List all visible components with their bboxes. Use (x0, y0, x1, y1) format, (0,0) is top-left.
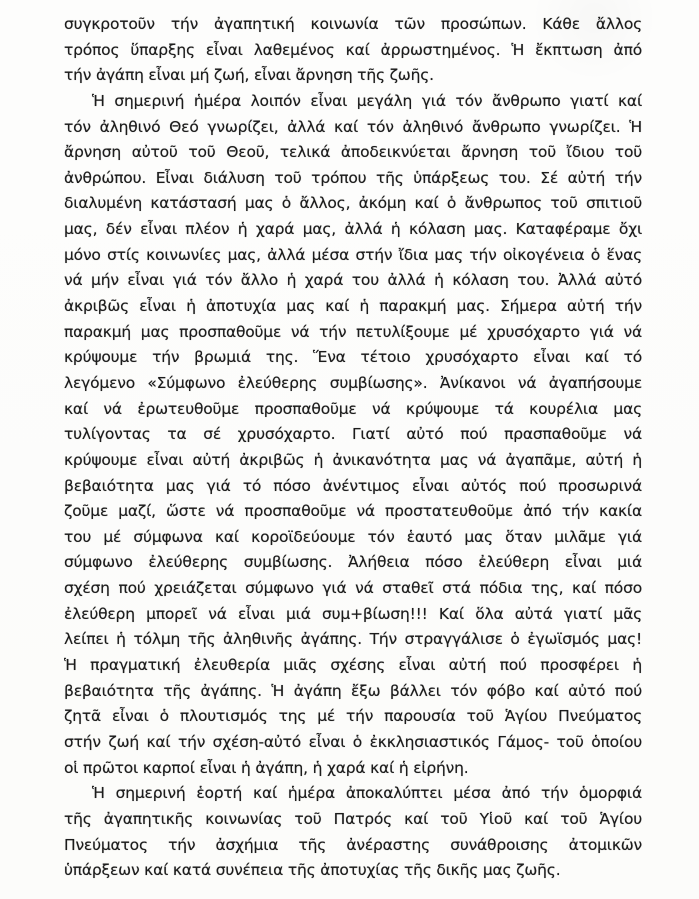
text-line: βεβαιότητα τῆς ἀγάπης. Ἡ ἀγάπη ἔξω βάλλει τόν φόβο καί αὐτό πού (64, 681, 642, 700)
text-line: μας, δέν εἶναι πλέον ἡ χαρά μας, ἀλλά ἡ κόλαση μας. Καταφέραμε ὄχι (64, 220, 642, 239)
text-line: Πνεύματος τήν ἀσχήμια τῆς ἀνέραστης συνάθροισης ἀτομικῶν (64, 835, 642, 854)
text-line: συγκροτοῦν τήν ἀγαπητική κοινωνία τῶν προσώπων. Κάθε ἄλλος (64, 15, 642, 33)
text-line: ὑπάρξεων καί κατά συνέπεια τῆς ἀποτυχίας τῆς δικῆς μας ζωῆς. (64, 861, 561, 880)
text-line: ἄρνηση αὐτοῦ τοῦ Θεοῦ, τελικά ἀποδεικνύεται ἄρνηση τοῦ ἴδιου τοῦ (64, 143, 642, 162)
text-line: μόνο στίς κοινωνίες μας, ἀλλά μέσα στήν ἴδια μας τήν οἰκογένεια ὁ ἕνας (64, 245, 642, 264)
paragraph (64, 12, 642, 89)
text-line: καί νά ἐρωτευθοῦμε προσπαθοῦμε νά κρύψουμε τά κουρέλια μας (64, 399, 642, 418)
text-line: Ἡ σημερινή ἡμέρα λοιπόν εἶναι μεγάλη γιά τόν ἄνθρωπο γιατί καί (92, 91, 642, 110)
text-line: του μέ σύμφωνα καί κοροϊδεύουμε τόν ἑαυτό μας ὅταν μιλᾶμε γιά (64, 527, 642, 546)
text-line: σύμφωνο ἐλεύθερης συμβίωσης. Ἀλήθεια πόσο ἐλεύθερη εἶναι μιά (64, 553, 642, 572)
text-line: στήν ζωή καί τήν σχέση-αὐτό εἶναι ὁ ἐκκλησιαστικός Γάμος- τοῦ ὁποίου (64, 732, 642, 751)
text-line: κρύψουμε εἶναι αὐτή ἀκριβῶς ἡ ἀνικανότητα μας νά ἀγαπᾶμε, αὐτή ἡ (64, 450, 642, 469)
text-line: νά μήν εἶναι γιά τόν ἄλλο ἡ χαρά του ἀλλά ἡ κόλαση του. Ἀλλά αὐτό (64, 271, 642, 290)
text-line: ζητᾶ εἶναι ὁ πλουτισμός της μέ τήν παρουσία τοῦ Ἁγίου Πνεύματος (64, 707, 642, 726)
paragraph (64, 781, 642, 884)
text-line: ἀκριβῶς εἶναι ἡ ἀποτυχία μας καί ἡ παρακμή μας. Σήμερα αὐτή τήν (64, 297, 642, 316)
text-line: λείπει ἡ τόλμη τῆς ἀληθινῆς ἀγάπης. Τήν στραγγάλισε ὁ ἐγωϊσμός μας! (64, 630, 642, 649)
text-line: διαλυμένη κατάστασή μας ὁ ἄλλος, ἀκόμη καί ὁ ἄνθρωπος τοῦ σπιτιοῦ (64, 194, 642, 213)
text-line: σχέση πού χρειάζεται σύμφωνο γιά νά σταθεῖ στά πόδια της, καί πόσο (64, 579, 642, 598)
text-line: ἀνθρώπου. Εἶναι διάλυση τοῦ τρόπου τῆς ὑπάρξεως του. Σέ αὐτή τήν (64, 168, 642, 187)
text-line: ζοῦμε μαζί, ὥστε νά προσπαθοῦμε νά προστατευθοῦμε ἀπό τήν κακία (64, 502, 642, 521)
text-line: τρόπος ὕπαρξης εἶναι λαθεμένος καί ἀρρωστημένος. Ἡ ἔκπτωση ἀπό (64, 40, 642, 59)
text-line: τῆς ἀγαπητικῆς κοινωνίας τοῦ Πατρός καί τοῦ Υἱοῦ καί τοῦ Ἁγίου (64, 809, 642, 828)
text-line: κρύψουμε τήν βρωμιά της. Ἕνα τέτοιο χρυσόχαρτο εἶναι καί τό (64, 348, 642, 367)
text-line: οἱ πρῶτοι καρποί εἶναι ἡ ἀγάπη, ἡ χαρά καί ἡ εἰρήνη. (64, 758, 469, 777)
paragraph (64, 89, 642, 781)
text-line: τόν ἀληθινό Θεό γνωρίζει, ἀλλά καί τόν ἀληθινό ἄνθρωπο γνωρίζει. Ἡ (64, 117, 642, 136)
text-line: τήν ἀγάπη εἶναι μή ζωή, εἶναι ἄρνηση τῆς ζωῆς. (64, 66, 434, 85)
text-line: ἐλεύθερη μπορεῖ νά εἶναι μιά συμ+βίωση!!! Καί ὅλα αὐτά γιατί μᾶς (64, 604, 642, 623)
text-line: τυλίγοντας τα σέ χρυσόχαρτο. Γιατί αὐτό πού πρασπαθοῦμε νά (64, 425, 642, 444)
text-line: λεγόμενο «Σύμφωνο ἐλεύθερης συμβίωσης». Ἀνίκανοι νά ἀγαπήσουμε (64, 373, 642, 392)
text-line: Ἡ σημερινή ἑορτή καί ἡμέρα ἀποκαλύπτει μέσα ἀπό τήν ὁμορφιά (92, 784, 642, 803)
text-line: Ἡ πραγματική ἐλευθερία μιᾶς σχέσης εἶναι αὐτή πού προσφέρει ἡ (64, 656, 642, 675)
text-line: παρακμή μας προσπαθοῦμε νά τήν πετυλίξουμε μέ χρυσόχαρτο γιά νά (64, 322, 642, 341)
text-line: βεβαιότητα μας γιά τό πόσο ἀνέντιμος εἶναι αὐτός πού προσωρινά (64, 476, 642, 495)
text-block (64, 12, 642, 884)
